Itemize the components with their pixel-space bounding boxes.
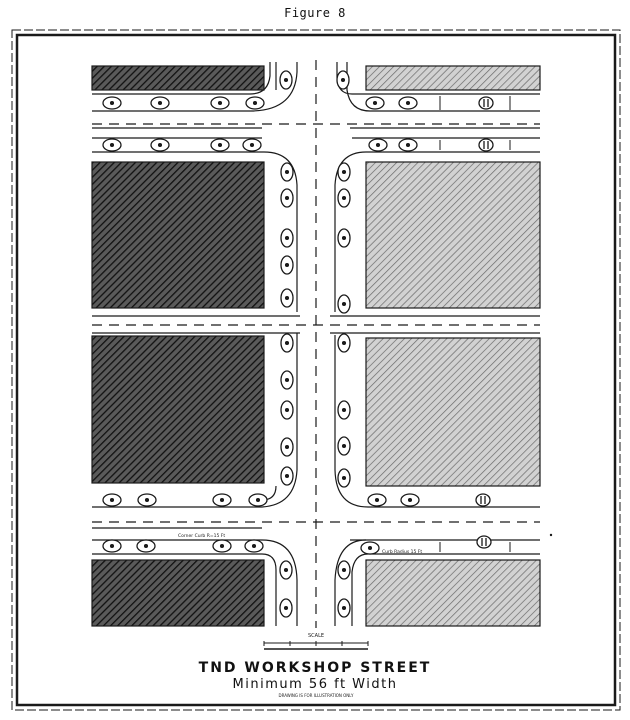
car-symbol xyxy=(338,469,350,487)
car-symbol xyxy=(103,494,121,506)
car-symbol xyxy=(338,334,350,352)
block-left-top xyxy=(92,66,264,90)
car-symbol xyxy=(338,561,350,579)
block-right-upper xyxy=(366,162,540,308)
car-symbol xyxy=(281,256,293,274)
car-symbol xyxy=(338,229,350,247)
car-symbol xyxy=(281,289,293,307)
car-symbol xyxy=(249,494,267,506)
car-symbol xyxy=(281,438,293,456)
car-symbol xyxy=(281,229,293,247)
lower-left-label: Corner Curb R=15 Ft xyxy=(178,534,226,539)
block-left-lower xyxy=(92,336,264,483)
car-symbol xyxy=(103,540,121,552)
car-symbol xyxy=(213,540,231,552)
block-right-bottom xyxy=(366,560,540,626)
car-symbol xyxy=(245,540,263,552)
car-symbol xyxy=(281,467,293,485)
illustration-note: DRAWING IS FOR ILLUSTRATION ONLY xyxy=(278,693,354,698)
car-symbol xyxy=(338,163,350,181)
car-symbol xyxy=(361,542,379,554)
car-symbol xyxy=(281,163,293,181)
car-symbol xyxy=(246,97,264,109)
car-symbol xyxy=(281,334,293,352)
car-symbol xyxy=(399,97,417,109)
car-symbol xyxy=(368,494,386,506)
lower-right-label: Curb Radius 15 Ft xyxy=(382,550,423,555)
caption-title: TND WORKSHOP STREET xyxy=(198,660,432,676)
car-symbol xyxy=(281,371,293,389)
car-symbol xyxy=(281,401,293,419)
car-symbol xyxy=(211,97,229,109)
car-symbol xyxy=(211,139,229,151)
scale-bar xyxy=(264,633,368,649)
car-symbol xyxy=(479,139,493,151)
car-symbol xyxy=(138,494,156,506)
car-symbol xyxy=(338,437,350,455)
car-symbol xyxy=(280,71,292,89)
car-symbol xyxy=(369,139,387,151)
car-symbol xyxy=(479,97,493,109)
car-symbol xyxy=(399,139,417,151)
car-symbol xyxy=(337,71,349,89)
block-left-upper xyxy=(92,162,264,308)
car-symbol xyxy=(213,494,231,506)
car-symbol xyxy=(338,295,350,313)
block-left-bottom xyxy=(92,560,264,626)
car-symbol xyxy=(243,139,261,151)
car-symbol xyxy=(137,540,155,552)
stray-dot xyxy=(550,534,552,536)
car-symbol xyxy=(477,536,491,548)
car-symbol xyxy=(338,599,350,617)
car-symbol xyxy=(280,599,292,617)
car-symbol xyxy=(366,97,384,109)
car-symbol xyxy=(281,189,293,207)
car-symbol xyxy=(338,189,350,207)
car-symbol xyxy=(280,561,292,579)
scale-caption: SCALE xyxy=(307,633,325,639)
car-symbol xyxy=(151,97,169,109)
caption-subtitle: Minimum 56 ft Width xyxy=(232,677,398,692)
car-symbol xyxy=(103,97,121,109)
block-right-lower xyxy=(366,338,540,486)
car-symbol xyxy=(151,139,169,151)
car-symbol xyxy=(103,139,121,151)
figure-title: Figure 8 xyxy=(284,6,346,20)
car-symbol xyxy=(401,494,419,506)
car-symbol xyxy=(338,401,350,419)
block-right-top xyxy=(366,66,540,90)
car-symbol xyxy=(476,494,490,506)
